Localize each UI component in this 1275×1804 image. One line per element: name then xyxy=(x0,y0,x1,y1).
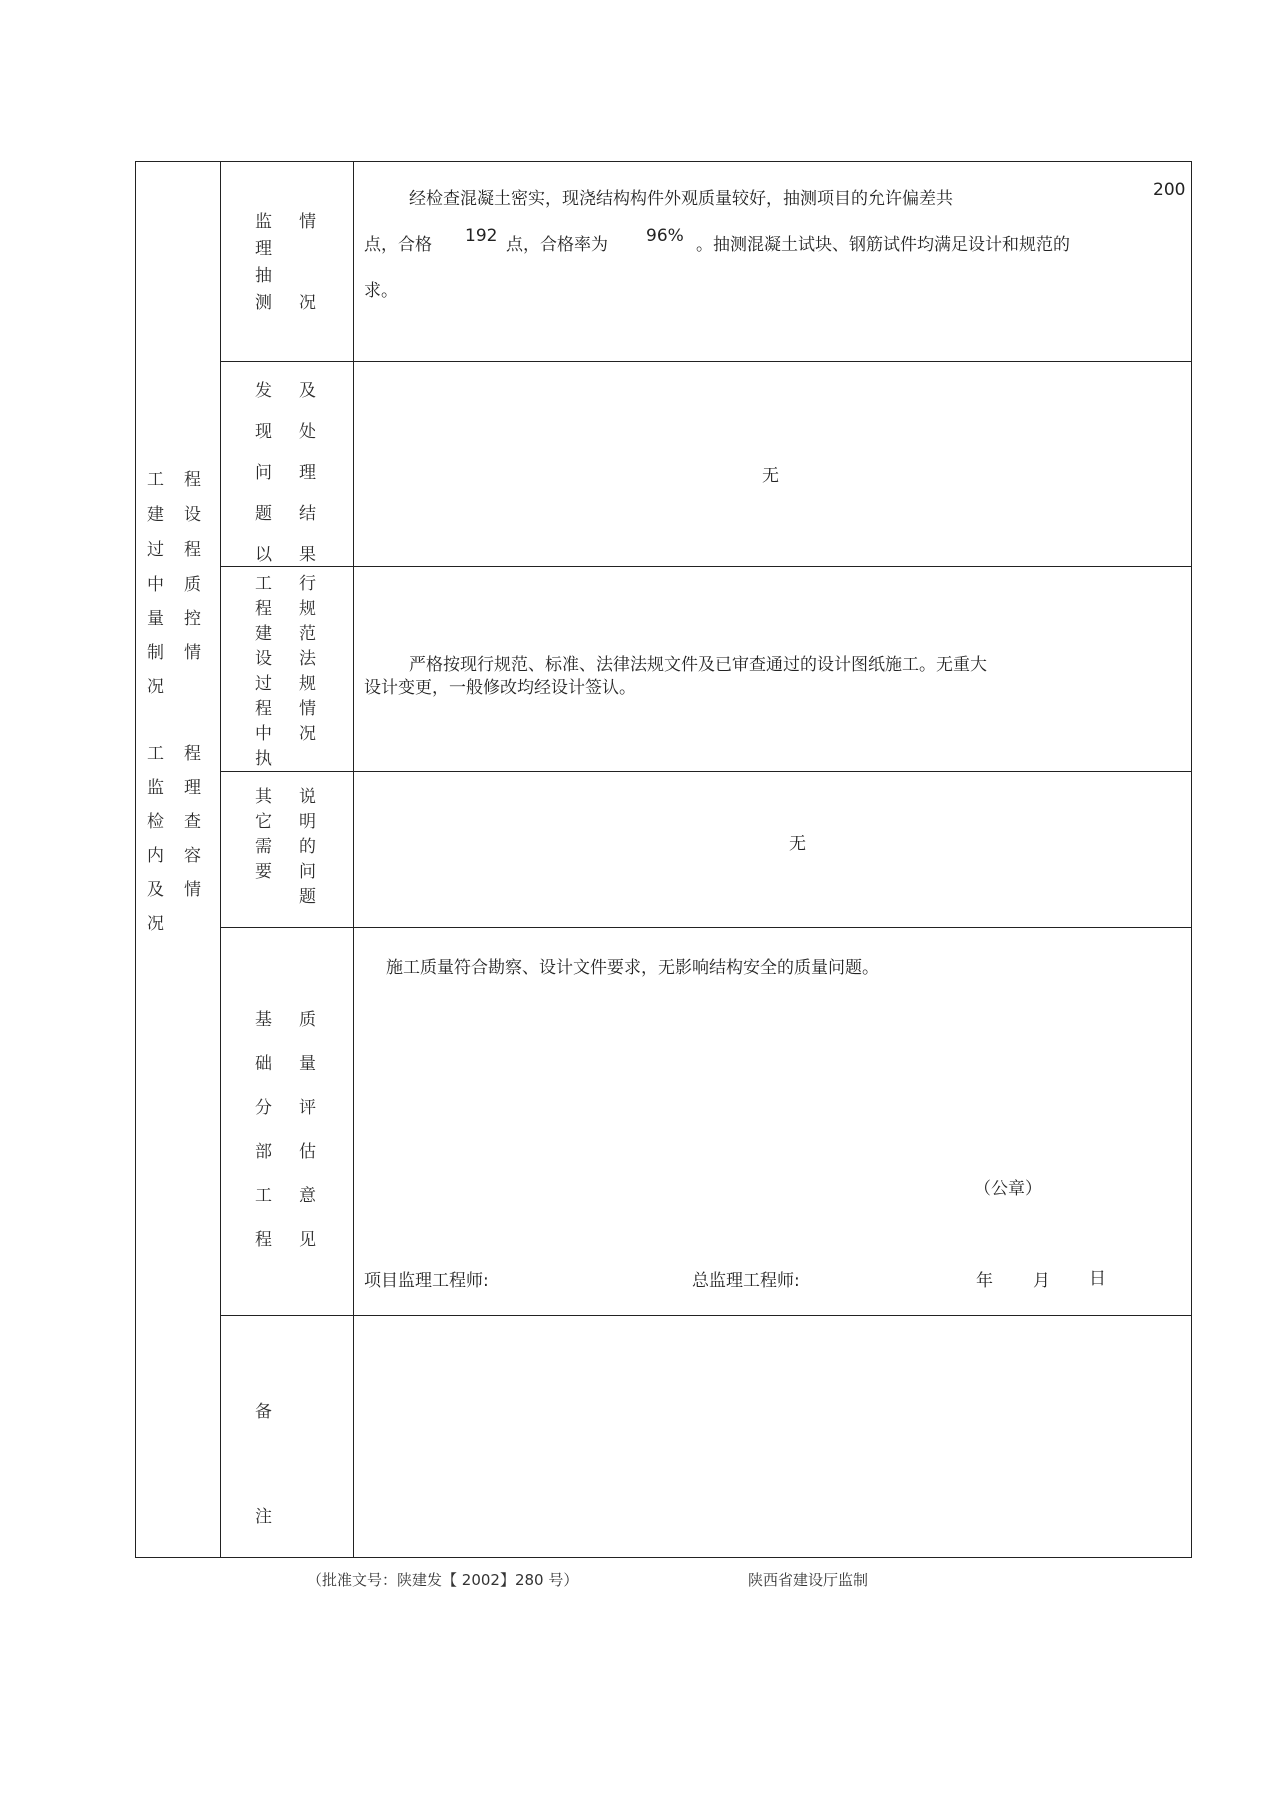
official-seal-label: （公章） xyxy=(974,1179,1042,1199)
assessment-content: 施工质量符合勘察、设计文件要求，无影响结构安全的质量问题。 xyxy=(386,958,879,978)
other-label-a-char: 它 xyxy=(255,812,272,832)
compliance-label-b-char: 法 xyxy=(299,649,316,669)
column-divider-1 xyxy=(220,162,221,1557)
assessment-label-b-char: 质 xyxy=(299,1010,316,1030)
assessment-label-b-char: 见 xyxy=(299,1230,316,1250)
assessment-label-a-char: 部 xyxy=(255,1142,272,1162)
compliance-label-b-char: 况 xyxy=(299,724,316,744)
other-label-a-char: 要 xyxy=(255,862,272,882)
issuing-authority: 陕西省建设厅监制 xyxy=(748,1571,869,1589)
side-heading-b-char: 查 xyxy=(184,812,201,832)
side-heading-b-char: 情 xyxy=(184,880,201,900)
compliance-label-a-char: 程 xyxy=(255,699,272,719)
remarks-label-char: 注 xyxy=(255,1507,272,1527)
side-heading-a-char: 监 xyxy=(147,778,164,798)
inspection-line-1: 经检查混凝土密实，现浇结构构件外观质量较好，抽测项目的允许偏差共 xyxy=(409,189,953,209)
date-day-label: 日 xyxy=(1089,1269,1106,1289)
issues-label-a-char: 问 xyxy=(255,463,272,483)
compliance-label-b-char: 规 xyxy=(299,674,316,694)
side-heading-a-char: 过 xyxy=(147,540,164,560)
assessment-label-b-char: 估 xyxy=(299,1142,316,1162)
project-engineer-label: 项目监理工程师: xyxy=(364,1271,489,1291)
assessment-label-a-char: 础 xyxy=(255,1054,272,1074)
side-heading-a-char: 工 xyxy=(147,744,164,764)
compliance-label-a-char: 中 xyxy=(255,724,272,744)
row-divider-5 xyxy=(220,1315,1191,1316)
assessment-label-a-char: 程 xyxy=(255,1230,272,1250)
side-heading-b-char: 控 xyxy=(184,609,201,629)
issues-content: 无 xyxy=(762,466,779,486)
other-label-b-char: 说 xyxy=(299,787,316,807)
side-heading-b-char: 程 xyxy=(184,470,201,490)
side-heading-a-char: 及 xyxy=(147,880,164,900)
inspection-total-points: 200 xyxy=(1153,180,1186,200)
side-heading-b-char: 程 xyxy=(184,744,201,764)
side-heading-b-char: 理 xyxy=(184,778,201,798)
inspection-label-a-char: 抽 xyxy=(255,266,272,286)
compliance-label-b-char: 情 xyxy=(299,699,316,719)
column-divider-2 xyxy=(353,162,354,1557)
row-divider-1 xyxy=(220,361,1191,362)
issues-label-b-char: 及 xyxy=(299,381,316,401)
other-label-b-char: 问 xyxy=(299,862,316,882)
side-heading-a-char: 况 xyxy=(147,914,164,934)
issues-label-a-char: 发 xyxy=(255,381,272,401)
row-divider-2 xyxy=(220,566,1191,567)
row-divider-3 xyxy=(220,771,1191,772)
date-month-label: 月 xyxy=(1033,1271,1050,1291)
compliance-label-a-char: 建 xyxy=(255,624,272,644)
side-heading-b-char: 容 xyxy=(184,846,201,866)
assessment-label-b-char: 量 xyxy=(299,1054,316,1074)
other-label-b-char: 明 xyxy=(299,812,316,832)
side-heading-b-char: 质 xyxy=(184,575,201,595)
assessment-label-b-char: 评 xyxy=(299,1098,316,1118)
inspection-line-2-suffix: 。抽测混凝土试块、钢筋试件均满足设计和规范的 xyxy=(696,235,1070,255)
other-label-a-char: 其 xyxy=(255,787,272,807)
compliance-label-a-char: 执 xyxy=(255,749,272,769)
compliance-label-b-char: 规 xyxy=(299,599,316,619)
inspection-line-2-prefix: 点，合格 xyxy=(364,235,432,255)
issues-label-a-char: 题 xyxy=(255,504,272,524)
other-content: 无 xyxy=(789,834,806,854)
side-heading-b-char: 程 xyxy=(184,540,201,560)
issues-label-b-char: 果 xyxy=(299,545,316,565)
date-year-label: 年 xyxy=(976,1271,993,1291)
inspection-label-b-char: 情 xyxy=(299,212,316,232)
side-heading-a-char: 中 xyxy=(147,575,164,595)
assessment-label-a-char: 基 xyxy=(255,1010,272,1030)
side-heading-a-char: 况 xyxy=(147,677,164,697)
side-heading-a-char: 内 xyxy=(147,846,164,866)
issues-label-a-char: 现 xyxy=(255,422,272,442)
compliance-label-a-char: 设 xyxy=(255,649,272,669)
row-divider-4 xyxy=(220,927,1191,928)
compliance-line-1: 严格按现行规范、标准、法律法规文件及已审查通过的设计图纸施工。无重大 xyxy=(409,655,987,675)
other-label-a-char: 需 xyxy=(255,837,272,857)
issues-label-a-char: 以 xyxy=(255,545,272,565)
inspection-label-a-char: 测 xyxy=(255,293,272,313)
side-heading-a-char: 建 xyxy=(147,505,164,525)
inspection-label-a-char: 监 xyxy=(255,212,272,232)
issues-label-b-char: 理 xyxy=(299,463,316,483)
compliance-label-b-char: 行 xyxy=(299,574,316,594)
approval-number: （批准文号：陕建发【 2002】280 号） xyxy=(307,1571,579,1589)
compliance-label-a-char: 工 xyxy=(255,574,272,594)
issues-label-b-char: 结 xyxy=(299,504,316,524)
assessment-label-a-char: 工 xyxy=(255,1186,272,1206)
inspection-label-b-char: 况 xyxy=(299,293,316,313)
inspection-passed-points: 192 xyxy=(465,226,498,246)
inspection-line-3: 求。 xyxy=(364,281,398,301)
side-heading-a-char: 工 xyxy=(147,470,164,490)
side-heading-a-char: 检 xyxy=(147,812,164,832)
chief-engineer-label: 总监理工程师: xyxy=(692,1271,800,1291)
assessment-label-a-char: 分 xyxy=(255,1098,272,1118)
compliance-line-2: 设计变更，一般修改均经设计签认。 xyxy=(364,678,636,698)
other-label-b-char: 题 xyxy=(299,887,316,907)
side-heading-b-char: 设 xyxy=(184,505,201,525)
compliance-label-b-char: 范 xyxy=(299,624,316,644)
side-heading-a-char: 制 xyxy=(147,643,164,663)
issues-label-b-char: 处 xyxy=(299,422,316,442)
quality-assessment-form xyxy=(135,161,1192,1558)
other-label-b-char: 的 xyxy=(299,837,316,857)
side-heading-b-char: 情 xyxy=(184,643,201,663)
remarks-label-char: 备 xyxy=(255,1402,272,1422)
assessment-label-b-char: 意 xyxy=(299,1186,316,1206)
compliance-label-a-char: 程 xyxy=(255,599,272,619)
inspection-line-2-mid: 点，合格率为 xyxy=(506,235,608,255)
side-heading-a-char: 量 xyxy=(147,609,164,629)
inspection-pass-rate: 96% xyxy=(646,226,684,246)
compliance-label-a-char: 过 xyxy=(255,674,272,694)
inspection-label-a-char: 理 xyxy=(255,239,272,259)
